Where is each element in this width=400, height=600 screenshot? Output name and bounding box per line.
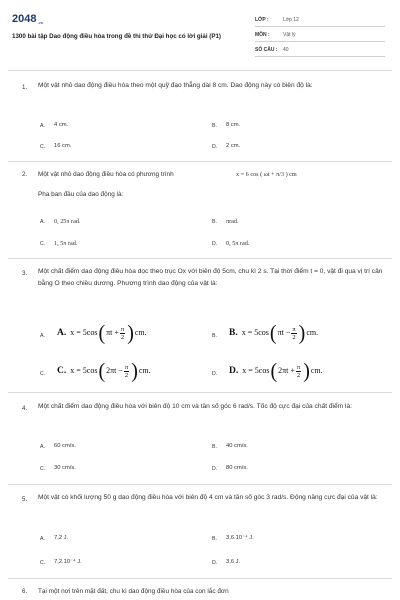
equation-lhs: x = 5cos [70, 366, 98, 375]
right-paren: ) [303, 359, 310, 383]
math-option-b[interactable] [229, 323, 318, 343]
math-option-a[interactable] [57, 323, 147, 343]
option-value[interactable]: 3,6 J. [226, 559, 241, 565]
meta-count [255, 44, 385, 57]
option-letter[interactable]: D. [212, 144, 218, 150]
meta-key: LỚP : [255, 17, 269, 23]
equation-inner: 2πt − [106, 366, 123, 375]
equation-inner: 2πt + [278, 366, 295, 375]
meta-value: Lớp 12 [283, 17, 299, 23]
equation: x = 6 cos ( ωt + π/3 ) cm [236, 171, 297, 178]
question-number: 4. [22, 405, 28, 412]
question-text: Một vật có khối lượng 50 g dao động điều hòa với biên độ 4 cm và tần số góc 3 rad/s. Động năng cực đại của vật là: [38, 494, 378, 501]
equation-lhs: x = 5cos [70, 328, 98, 337]
option-bold-letter: D. [229, 366, 239, 376]
meta-key: SỐ CÂU : [255, 47, 278, 53]
divider [8, 484, 392, 485]
option-letter[interactable]: C. [40, 144, 46, 150]
unit: cm. [138, 366, 151, 375]
fraction [291, 326, 296, 341]
divider [8, 161, 392, 162]
option-letter[interactable]: D. [212, 560, 218, 566]
frac-den: 2 [296, 371, 301, 379]
left-paren: ( [269, 321, 277, 345]
option-value[interactable]: 2 cm. [226, 143, 241, 149]
option-value[interactable]: πrad. [226, 218, 239, 225]
meta-key: MÔN : [255, 32, 270, 38]
divider [8, 578, 392, 579]
question-text-cont: Pha ban đầu của dao động là: [38, 191, 124, 198]
equation-lhs: x = 5cos [241, 328, 269, 337]
divider [8, 392, 392, 393]
meta-value: 40 [283, 47, 289, 53]
option-letter[interactable]: D. [212, 371, 218, 377]
equation-lhs: x = 5cos [242, 366, 270, 375]
logo[interactable]: 2048.vn [12, 13, 44, 25]
option-letter[interactable]: D. [212, 466, 218, 472]
option-letter[interactable]: A. [40, 333, 45, 339]
option-value[interactable]: 1, 5π rad. [54, 240, 78, 247]
option-letter[interactable]: C. [40, 371, 46, 377]
option-letter[interactable]: B. [212, 219, 217, 225]
option-letter[interactable]: B. [212, 333, 217, 339]
meta-value: Vật lý [283, 32, 296, 38]
meta-class [255, 14, 385, 27]
option-value[interactable]: 80 cm/s. [226, 465, 248, 471]
option-value[interactable]: 40 cm/s. [226, 443, 248, 449]
option-value[interactable]: 4 cm. [54, 122, 69, 128]
divider [8, 70, 392, 71]
option-bold-letter: A. [57, 328, 67, 338]
question-text: Một vật nhỏ dao động điều hòa có phương trình [38, 171, 174, 178]
question-number: 5. [22, 496, 28, 503]
option-letter[interactable]: A. [40, 123, 45, 129]
question-text: Tại một nơi trên mặt đất, chu kì dao động điều hòa của con lắc đơn [38, 588, 229, 595]
option-value[interactable]: 60 cm/s. [54, 443, 76, 449]
option-value[interactable]: 8 cm. [226, 122, 241, 128]
equation-inner: πt + [106, 328, 119, 337]
option-value[interactable]: 30 cm/s. [54, 465, 76, 471]
option-letter[interactable]: A. [40, 536, 45, 542]
option-value[interactable]: 7,2 J. [54, 535, 69, 541]
frac-den: 2 [124, 371, 129, 379]
question-number: 6. [22, 588, 28, 595]
unit: cm. [134, 328, 147, 337]
right-paren: ) [131, 359, 138, 383]
math-option-d[interactable] [229, 361, 323, 381]
question-number: 2. [22, 171, 28, 178]
option-bold-letter: B. [229, 328, 238, 338]
divider [8, 258, 392, 259]
left-paren: ( [98, 359, 106, 383]
question-text: Một chất điểm dao động điều hòa với biên độ 10 cm và tần số góc 6 rad/s. Tốc độ cực đại của chất điểm là: [38, 403, 352, 410]
option-letter[interactable]: C. [40, 241, 46, 247]
frac-num: π [120, 325, 125, 333]
option-value[interactable]: 0, 25π rad. [54, 218, 81, 225]
unit: cm. [306, 328, 319, 337]
option-value[interactable]: 3,6.10⁻⁴ J. [226, 535, 254, 541]
question-number: 1. [22, 84, 28, 91]
frac-den: 2 [120, 333, 125, 341]
option-letter[interactable]: C. [40, 466, 46, 472]
option-letter[interactable]: C. [40, 560, 46, 566]
left-paren: ( [98, 321, 106, 345]
option-letter[interactable]: A. [40, 219, 45, 225]
fraction [120, 326, 125, 341]
frac-num: π [292, 325, 296, 333]
option-letter[interactable]: D. [212, 241, 218, 247]
fraction [296, 364, 301, 379]
equation-inner: πt − [277, 328, 291, 337]
fraction [124, 364, 129, 379]
option-letter[interactable]: B. [212, 123, 217, 129]
option-letter[interactable]: A. [40, 444, 45, 450]
question-number: 3. [22, 270, 28, 277]
right-paren: ) [127, 321, 134, 345]
frac-den: 2 [292, 333, 296, 341]
option-letter[interactable]: B. [212, 536, 217, 542]
right-paren: ) [298, 321, 306, 345]
document-title: 1300 bài tập Dao động điều hòa trong đề thi thử Đại học có lời giải (P1) [12, 33, 221, 40]
question-text: Một chất điểm dao động điều hòa dọc theo trục Ox với biên độ 5cm, chu kì 2 s. Tại thời điểm t = 0, vật đi qua vị trí cân bằng O theo chiều dương. Phương trình dao động của vật là: [38, 268, 383, 287]
option-value[interactable]: 7,2.10⁻⁴ J. [54, 559, 82, 565]
math-option-c[interactable] [57, 361, 151, 381]
meta-subject [255, 29, 385, 42]
option-value[interactable]: 0, 5π rad. [226, 240, 250, 247]
question-text: Một vật nhỏ dao động điều hòa theo một quỹ đạo thẳng dài 8 cm. Dao động này có biên độ là: [38, 82, 313, 89]
frac-num: π [296, 363, 301, 371]
frac-num: π [124, 363, 129, 371]
option-letter[interactable]: B. [212, 444, 217, 450]
option-bold-letter: C. [57, 366, 67, 376]
unit: cm. [310, 366, 323, 375]
left-paren: ( [270, 359, 278, 383]
option-value[interactable]: 16 cm. [54, 143, 72, 149]
